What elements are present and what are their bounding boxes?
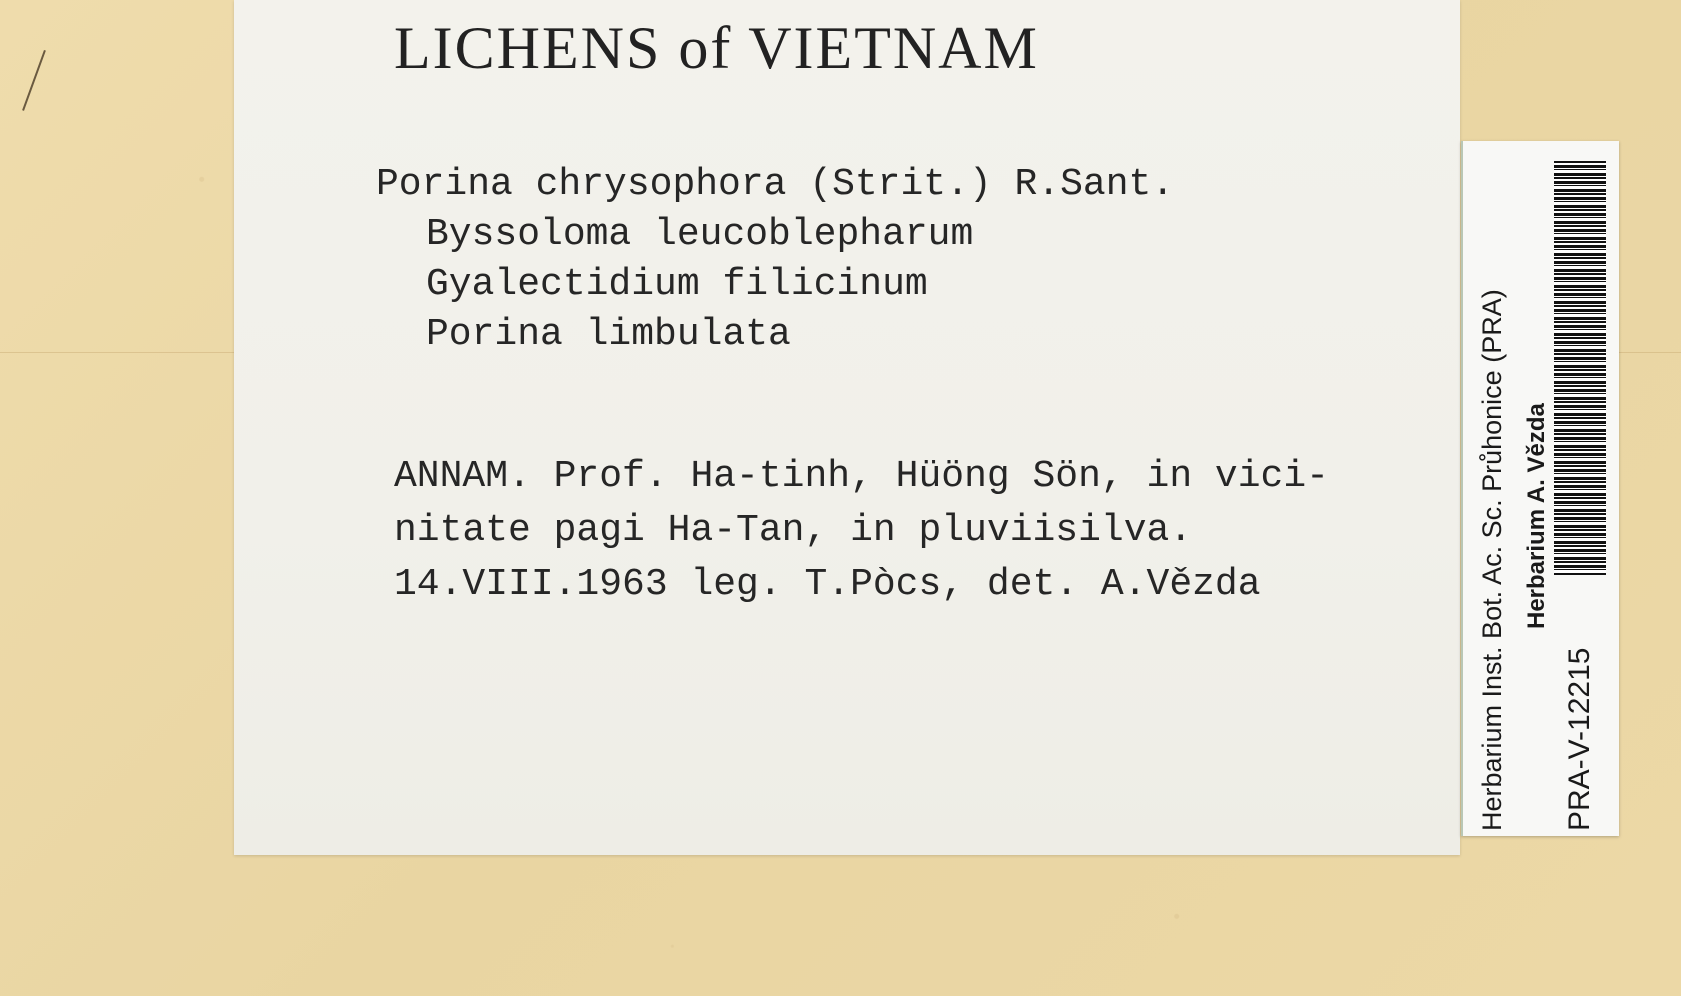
label-title: LICHENS of VIETNAM xyxy=(394,15,1039,81)
locality-line: nitate pagi Ha-Tan, in pluviisilva. xyxy=(394,509,1193,552)
specimen-id: PRA-V-12215 xyxy=(1563,647,1596,831)
herbarium-institution: Herbarium Inst. Bot. Ac. Sc. Průhonice (PRA) xyxy=(1477,289,1507,831)
taxon-name: Porina chrysophora (Strit.) R.Sant. xyxy=(376,163,1175,206)
locality-line: ANNAM. Prof. Ha-tinh, Hüöng Sön, in vici- xyxy=(394,455,1329,498)
taxon-name: Gyalectidium filicinum xyxy=(426,263,928,306)
taxon-name: Byssoloma leucoblepharum xyxy=(426,213,974,256)
herbarium-barcode-label xyxy=(1461,141,1619,836)
board-fold-line xyxy=(0,352,234,353)
pencil-mark-icon xyxy=(22,50,46,111)
herbarium-collection: Herbarium A. Vězda xyxy=(1523,403,1550,629)
barcode-icon xyxy=(1554,161,1606,575)
taxon-name: Porina limbulata xyxy=(426,313,791,356)
specimen-label xyxy=(234,0,1460,855)
locality-line: 14.VIII.1963 leg. T.Pòcs, det. A.Vězda xyxy=(394,563,1261,606)
locality-text xyxy=(394,450,1434,612)
board-fold-line xyxy=(1617,352,1681,353)
taxa-list xyxy=(376,160,1174,360)
